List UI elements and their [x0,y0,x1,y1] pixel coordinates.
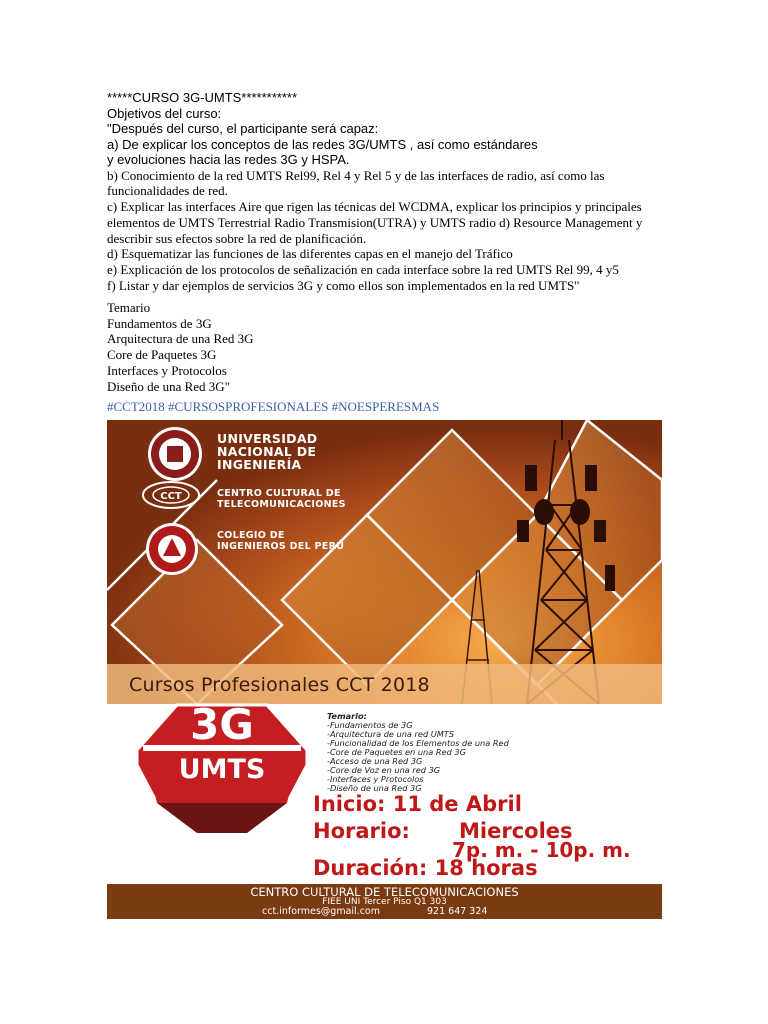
objective-a-line1: a) De explicar los conceptos de las redes 3G/UMTS , así como estándares [107,136,538,152]
badge-umts: UMTS [178,754,266,785]
cct-name: CENTRO CULTURAL DE TELECOMUNICACIONES [217,488,346,510]
course-poster [107,420,662,919]
schedule-label: Horario: [313,819,410,843]
course-header: *****CURSO 3G-UMTS*********** [107,90,298,105]
poster-temario-item: -Diseño de una Red 3G [327,783,422,793]
cct-logo-text: CCT [160,491,182,502]
objectives-label: Objetivos del curso: [107,105,222,121]
footer-org-name: CENTRO CULTURAL DE TELECOMUNICACIONES [250,885,519,899]
uni-seal-icon [145,424,205,484]
objective-d: d) Esquematizar las funciones de las diferentes capas en el manejo del Tráfico [107,246,513,262]
start-date: Inicio: 11 de Abril [313,792,522,816]
objectives-intro: "Después del curso, el participante será capaz: [107,121,379,136]
hashtags-link[interactable]: #CCT2018 #CURSOSPROFESIONALES #NOESPERESMAS [107,398,440,414]
footer-phone: 921 647 324 [427,906,488,917]
document-body [107,90,667,414]
poster-temario-item: -Fundamentos de 3G [327,720,413,730]
temario-label: Temario [107,299,151,315]
poster-temario-item: -Arquitectura de una red UMTS [327,729,455,739]
cct-logo-icon [139,478,203,512]
poster-temario-item: -Core de Voz en una red 3G [327,765,441,775]
footer-email: cct.informes@gmail.com [262,906,380,917]
objective-f: f) Listar y dar ejemplos de servicios 3G y como ellos son implementados en la red UMTS" [107,278,580,294]
temario-item: Fundamentos de 3G [107,315,212,331]
objective-c: c) Explicar las interfaces Aire que rigen las técnicas del WCDMA, explicar los principios y principales elementos de UMTS Terrestrial Radio Transmision(UTRA) y UMTS radio d) Resource Management y describir sus efectos sobre la red de planificación. [107,199,643,246]
footer-address: FIEE UNI Tercer Piso Q1 303 [322,897,447,907]
poster-temario-label: Temario: [327,711,367,721]
cip-seal-icon [143,520,201,578]
cip-name: COLEGIO DE INGENIEROS DEL PERÚ [217,530,345,552]
temario-item: Core de Paquetes 3G [107,347,217,363]
duration: Duración: 18 horas [313,856,538,880]
temario-item: Interfaces y Protocolos [107,363,227,379]
poster-temario-item: -Core de Paquetes en una Red 3G [327,747,466,757]
badge-3g: 3G [190,700,254,749]
poster-temario-item: -Acceso de una Red 3G [327,756,423,766]
uni-name: UNIVERSIDAD NACIONAL DE INGENIERÍA [217,431,318,472]
poster-title: Cursos Profesionales CCT 2018 [129,674,430,696]
temario-item: Diseño de una Red 3G" [107,378,231,394]
schedule-day: Miercoles [459,819,573,843]
schedule-time: 7p. m. - 10p. m. [452,838,631,862]
temario-item: Arquitectura de una Red 3G [107,331,254,347]
objective-a-line2: y evoluciones hacia las redes 3G y HSPA. [107,152,350,167]
poster-temario-item: -Interfaces y Protocolos [327,774,424,784]
objective-e: e) Explicación de los protocolos de señalización en cada interface sobre la red UMTS Rel 99, 4 y5 [107,262,619,278]
poster-temario-item: -Funcionalidad de los Elementos de una Red [327,738,509,748]
objective-b: b) Conocimiento de la red UMTS Rel99, Rel 4 y Rel 5 y de las interfaces de radio, así como las funcionalidades de red. [107,167,605,199]
